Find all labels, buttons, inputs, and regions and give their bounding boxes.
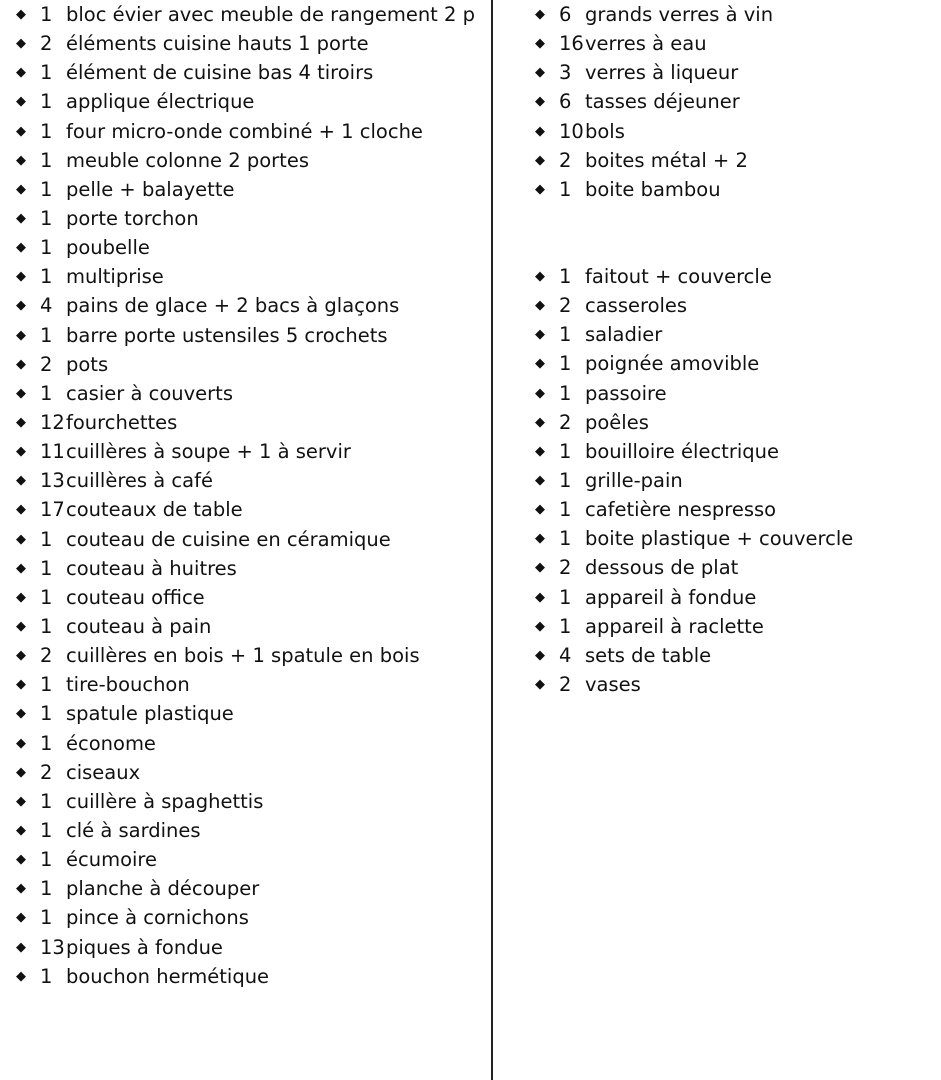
item-label: bouilloire électrique (585, 439, 780, 463)
item-label: couteaux de table (66, 498, 243, 522)
right-inventory-list-tableware (533, 0, 933, 204)
bullet-icon: ◆ (535, 531, 545, 547)
list-item (533, 641, 933, 670)
bullet-icon: ◆ (16, 94, 26, 110)
item-label: dessous de plat (585, 556, 739, 580)
list-item (14, 466, 484, 495)
item-quantity: 1 (40, 527, 53, 551)
bullet-icon: ◆ (16, 677, 26, 693)
item-label: spatule plastique (66, 702, 234, 726)
list-item (533, 262, 933, 291)
item-label: pelle + balayette (66, 177, 235, 201)
item-quantity: 1 (40, 731, 53, 755)
list-item (14, 787, 484, 816)
bullet-icon: ◆ (16, 240, 26, 256)
item-label: tasses déjeuner (585, 90, 740, 114)
item-label: porte torchon (66, 206, 199, 230)
item-quantity: 1 (40, 877, 53, 901)
bullet-icon: ◆ (535, 123, 545, 139)
list-item (14, 87, 484, 116)
item-quantity: 1 (559, 177, 572, 201)
bullet-icon: ◆ (16, 852, 26, 868)
list-item (14, 350, 484, 379)
item-label: cafetière nespresso (585, 498, 777, 522)
item-quantity: 6 (559, 90, 572, 114)
item-label: clé à sardines (66, 818, 201, 842)
item-quantity: 1 (559, 439, 572, 463)
item-label: meuble colonne 2 portes (66, 148, 309, 172)
bullet-icon: ◆ (16, 589, 26, 605)
bullet-icon: ◆ (16, 822, 26, 838)
list-item (14, 146, 484, 175)
item-label: planche à découper (66, 877, 260, 901)
bullet-icon: ◆ (535, 589, 545, 605)
item-label: grands verres à vin (585, 3, 774, 26)
item-quantity: 1 (40, 61, 53, 85)
item-quantity: 1 (40, 236, 53, 260)
item-quantity: 4 (40, 294, 53, 318)
item-label: appareil à fondue (585, 585, 757, 609)
item-label: fourchettes (66, 410, 178, 434)
item-quantity: 1 (40, 148, 53, 172)
item-label: couteau à pain (66, 614, 212, 638)
list-item (533, 553, 933, 582)
item-label: cuillère à spaghettis (66, 789, 264, 813)
list-item (14, 29, 484, 58)
item-label: poêles (585, 410, 649, 434)
bullet-icon: ◆ (16, 560, 26, 576)
item-label: éléments cuisine hauts 1 porte (66, 32, 369, 56)
item-label: applique électrique (66, 90, 255, 114)
list-item (533, 87, 933, 116)
list-item (14, 117, 484, 146)
item-label: multiprise (66, 265, 164, 289)
item-label: bols (585, 119, 625, 143)
list-item (14, 379, 484, 408)
bullet-icon: ◆ (16, 327, 26, 343)
item-quantity: 1 (40, 789, 53, 813)
item-quantity: 2 (559, 294, 572, 318)
item-label: couteau à huitres (66, 556, 237, 580)
bullet-icon: ◆ (535, 647, 545, 663)
bullet-icon: ◆ (535, 502, 545, 518)
item-quantity: 2 (559, 672, 572, 696)
item-quantity: 1 (559, 498, 572, 522)
list-item (533, 379, 933, 408)
list-item (14, 58, 484, 87)
list-item (533, 175, 933, 204)
list-item (533, 349, 933, 378)
bullet-icon: ◆ (16, 269, 26, 285)
item-quantity: 1 (40, 702, 53, 726)
list-item (14, 903, 484, 932)
bullet-icon: ◆ (535, 65, 545, 81)
bullet-icon: ◆ (16, 123, 26, 139)
list-item (533, 146, 933, 175)
list-item (14, 525, 484, 554)
bullet-icon: ◆ (16, 968, 26, 984)
bullet-icon: ◆ (535, 327, 545, 343)
item-quantity: 17 (40, 498, 65, 522)
item-quantity: 2 (559, 410, 572, 434)
bullet-icon: ◆ (535, 676, 545, 692)
item-quantity: 2 (559, 148, 572, 172)
list-item (14, 204, 484, 233)
item-label: cuillères en bois + 1 spatule en bois (66, 644, 420, 668)
item-quantity: 4 (559, 643, 572, 667)
bullet-icon: ◆ (535, 618, 545, 634)
bullet-icon: ◆ (16, 210, 26, 226)
bullet-icon: ◆ (16, 531, 26, 547)
item-quantity: 1 (559, 614, 572, 638)
right-inventory-list-cookware (533, 262, 933, 699)
bullet-icon: ◆ (16, 618, 26, 634)
list-item (14, 641, 484, 670)
list-item (533, 495, 933, 524)
item-quantity: 13 (40, 935, 65, 959)
item-label: couteau de cuisine en céramique (66, 527, 391, 551)
bullet-icon: ◆ (16, 65, 26, 81)
bullet-icon: ◆ (16, 152, 26, 168)
list-item (14, 758, 484, 787)
item-label: barre porte ustensiles 5 crochets (66, 323, 388, 347)
item-quantity: 1 (40, 848, 53, 872)
item-quantity: 1 (40, 206, 53, 230)
item-label: piques à fondue (66, 935, 223, 959)
item-label: tire-bouchon (66, 673, 190, 697)
bullet-icon: ◆ (535, 414, 545, 430)
list-item (533, 408, 933, 437)
bullet-icon: ◆ (16, 764, 26, 780)
item-quantity: 2 (559, 556, 572, 580)
item-quantity: 1 (40, 119, 53, 143)
list-item (14, 495, 484, 524)
bullet-icon: ◆ (16, 881, 26, 897)
bullet-icon: ◆ (16, 648, 26, 664)
bullet-icon: ◆ (535, 443, 545, 459)
item-quantity: 1 (40, 90, 53, 114)
list-item (14, 583, 484, 612)
item-quantity: 1 (40, 323, 53, 347)
list-item (14, 554, 484, 583)
item-label: vases (585, 672, 641, 696)
item-quantity: 16 (559, 32, 584, 56)
bullet-icon: ◆ (16, 181, 26, 197)
list-item (14, 321, 484, 350)
bullet-icon: ◆ (16, 939, 26, 955)
list-item (533, 466, 933, 495)
bullet-icon: ◆ (16, 36, 26, 52)
list-item (14, 408, 484, 437)
list-item (533, 437, 933, 466)
item-label: boites métal + 2 (585, 148, 748, 172)
item-quantity: 10 (559, 119, 584, 143)
item-quantity: 1 (40, 556, 53, 580)
bullet-icon: ◆ (535, 7, 545, 22)
item-label: passoire (585, 381, 667, 405)
item-label: casseroles (585, 294, 688, 318)
list-item (14, 670, 484, 699)
bullet-icon: ◆ (16, 910, 26, 926)
item-label: casier à couverts (66, 381, 233, 405)
list-item (14, 262, 484, 291)
item-label: bloc évier avec meuble de rangement 2 p (66, 3, 476, 26)
list-item (533, 291, 933, 320)
item-quantity: 1 (559, 527, 572, 551)
item-quantity: 3 (559, 61, 572, 85)
item-label: couteau office (66, 585, 205, 609)
item-quantity: 1 (559, 265, 572, 288)
list-item (14, 0, 484, 29)
bullet-icon: ◆ (535, 560, 545, 576)
list-item (533, 583, 933, 612)
item-label: faitout + couvercle (585, 265, 772, 288)
bullet-icon: ◆ (16, 735, 26, 751)
item-quantity: 2 (40, 352, 53, 376)
item-label: verres à eau (585, 32, 707, 56)
item-quantity: 1 (559, 468, 572, 492)
item-quantity: 6 (559, 3, 572, 26)
list-item (14, 291, 484, 320)
item-quantity: 2 (40, 32, 53, 56)
bullet-icon: ◆ (16, 7, 26, 22)
bullet-icon: ◆ (16, 473, 26, 489)
item-label: verres à liqueur (585, 61, 739, 85)
bullet-icon: ◆ (535, 269, 545, 284)
bullet-icon: ◆ (535, 356, 545, 372)
item-quantity: 1 (40, 585, 53, 609)
list-item (14, 816, 484, 845)
item-label: bouchon hermétique (66, 964, 270, 988)
list-item (14, 233, 484, 262)
bullet-icon: ◆ (535, 36, 545, 52)
list-item (533, 612, 933, 641)
item-label: cuillères à soupe + 1 à servir (66, 440, 351, 464)
item-quantity: 1 (40, 906, 53, 930)
bullet-icon: ◆ (535, 152, 545, 168)
bullet-icon: ◆ (535, 385, 545, 401)
list-item (14, 845, 484, 874)
item-label: appareil à raclette (585, 614, 764, 638)
item-quantity: 12 (40, 410, 65, 434)
item-quantity: 1 (40, 3, 53, 26)
item-quantity: 1 (40, 265, 53, 289)
item-quantity: 1 (559, 381, 572, 405)
item-label: grille-pain (585, 468, 683, 492)
item-label: élément de cuisine bas 4 tiroirs (66, 61, 374, 85)
bullet-icon: ◆ (16, 502, 26, 518)
item-quantity: 1 (40, 964, 53, 988)
item-label: cuillères à café (66, 469, 213, 493)
item-label: boite bambou (585, 177, 721, 201)
item-label: poignée amovible (585, 352, 760, 376)
item-label: pots (66, 352, 109, 376)
list-item (14, 175, 484, 204)
list-item (533, 524, 933, 553)
list-item (14, 933, 484, 962)
item-quantity: 2 (40, 760, 53, 784)
list-item (14, 612, 484, 641)
item-quantity: 13 (40, 469, 65, 493)
bullet-icon: ◆ (535, 94, 545, 110)
list-item (533, 320, 933, 349)
item-label: boite plastique + couvercle (585, 527, 854, 551)
item-quantity: 1 (559, 585, 572, 609)
bullet-icon: ◆ (16, 793, 26, 809)
list-item (533, 0, 933, 29)
item-label: saladier (585, 323, 663, 347)
list-item (533, 29, 933, 58)
bullet-icon: ◆ (16, 385, 26, 401)
list-item (14, 437, 484, 466)
item-label: économe (66, 731, 156, 755)
bullet-icon: ◆ (16, 444, 26, 460)
list-item (14, 874, 484, 903)
list-item (533, 117, 933, 146)
item-quantity: 1 (559, 323, 572, 347)
list-item (533, 58, 933, 87)
list-item (14, 729, 484, 758)
column-divider (491, 0, 493, 1080)
item-quantity: 2 (40, 644, 53, 668)
item-quantity: 1 (40, 381, 53, 405)
item-quantity: 1 (559, 352, 572, 376)
item-label: pains de glace + 2 bacs à glaçons (66, 294, 400, 318)
bullet-icon: ◆ (16, 706, 26, 722)
item-label: pince à cornichons (66, 906, 249, 930)
item-quantity: 11 (40, 440, 65, 464)
bullet-icon: ◆ (535, 181, 545, 197)
item-quantity: 1 (40, 818, 53, 842)
bullet-icon: ◆ (535, 472, 545, 488)
item-quantity: 1 (40, 673, 53, 697)
item-quantity: 1 (40, 614, 53, 638)
item-label: écumoire (66, 848, 158, 872)
item-quantity: 1 (40, 177, 53, 201)
list-item (14, 699, 484, 728)
bullet-icon: ◆ (535, 298, 545, 314)
item-label: ciseaux (66, 760, 141, 784)
item-label: four micro-onde combiné + 1 cloche (66, 119, 423, 143)
bullet-icon: ◆ (16, 356, 26, 372)
item-label: sets de table (585, 643, 712, 667)
list-item (533, 670, 933, 699)
bullet-icon: ◆ (16, 298, 26, 314)
list-item (14, 962, 484, 991)
bullet-icon: ◆ (16, 414, 26, 430)
item-label: poubelle (66, 236, 150, 260)
left-inventory-list (14, 0, 484, 991)
